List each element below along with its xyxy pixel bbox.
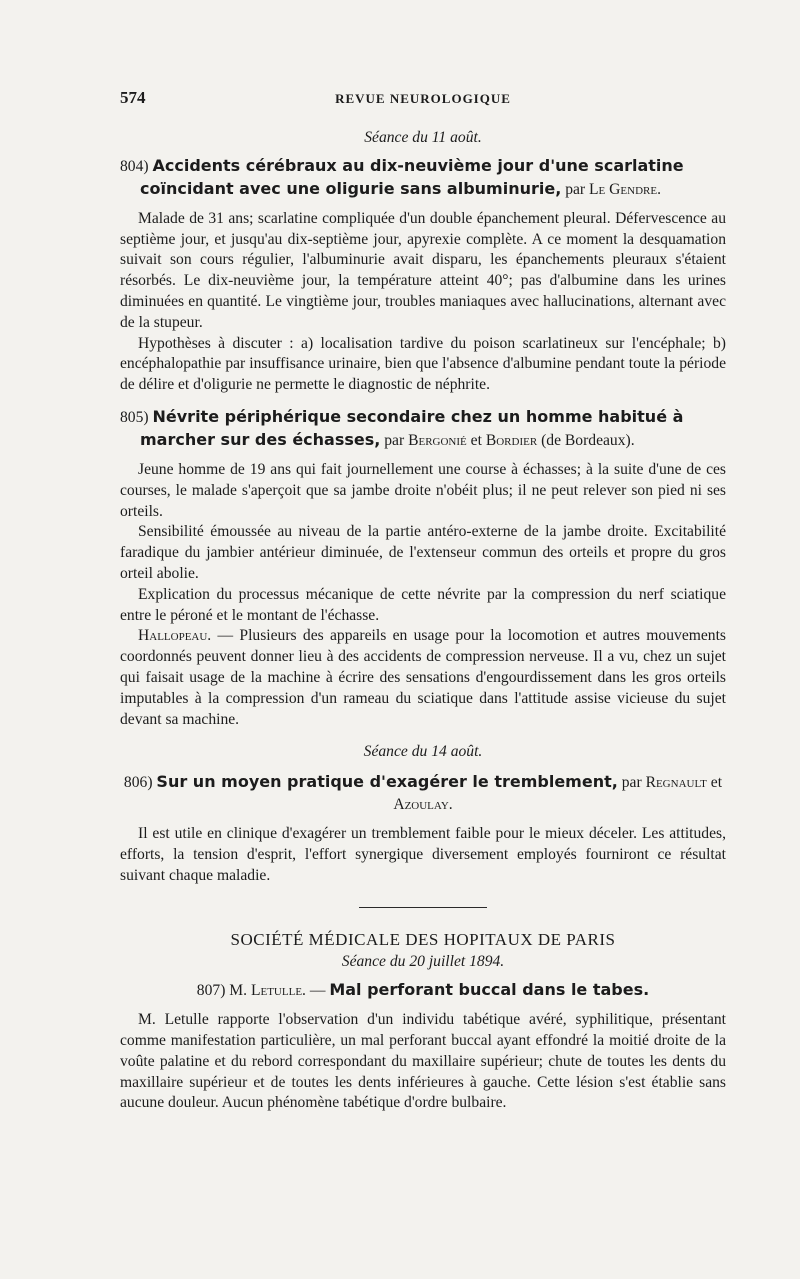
title-dash: —	[305, 982, 330, 1000]
entry-807-title-line	[120, 979, 726, 1002]
entry-title: Mal perforant buccal dans le tabes.	[329, 980, 650, 1000]
author-affiliation: (de Bordeaux).	[541, 431, 635, 449]
entry-author: Azoulay.	[393, 796, 453, 814]
society-session-heading: Séance du 20 juillet 1894.	[341, 953, 505, 971]
paragraph: Sensibilité émoussée au niveau de la partie antéro-externe de la jambe droite. Excitabilité faradique du jambier antérieur diminuée, de l'extenseur commun des orteils et propre du gros orteil abolie.	[120, 523, 726, 582]
and-word: et	[710, 774, 723, 792]
entry-number: 806)	[123, 774, 153, 792]
running-header	[120, 88, 726, 112]
and-word: et	[470, 431, 482, 449]
paragraph: Malade de 31 ans; scarlatine compliquée d'un double épanchement pleural. Défervescence au septième jour, et jusqu'au dix-septième jour, apyrexie complète. A ce moment la desquamation suivait son cours régulier, l'albuminurie avait disparu, les épanchements pleuraux s'étaient résorbés. Le dix-neuvième jour, la température atteint 40°; pas d'albumine dans les urines diminuées en quantité. Le vingtième jour, troubles maniaques avec hallucinations, alternant avec de la stupeur.	[120, 209, 726, 331]
paragraph: Il est utile en clinique d'exagérer un tremblement faible pour le mieux déceler. Les attitudes, efforts, la tension d'esprit, l'effort synergique diversement employés fourniront ce résultat suivant chaque maladie.	[120, 825, 726, 884]
page-content	[120, 124, 726, 1124]
section-divider	[359, 907, 487, 908]
paragraph: Jeune homme de 19 ans qui fait journellement une course à échasses; à la suite d'une de ces courses, le malade s'aperçoit que sa jambe droite n'obéit plus; il ne peut relever son pied ni ses orteils.	[120, 460, 726, 520]
discussant-name: Hallopeau.	[138, 627, 212, 645]
by-word: par	[384, 431, 405, 449]
entry-title: Névrite périphérique secondaire chez un homme habitué à marcher sur des échasses,	[140, 406, 684, 449]
entry-author: Bergonié	[408, 431, 467, 449]
by-word: par	[621, 774, 642, 792]
paragraph: Explication du processus mécanique de cette névrite par la compression du nerf sciatique entre le péroné et le montant de l'échasse.	[120, 585, 726, 624]
society-heading: SOCIÉTÉ MÉDICALE DES HOPITAUX DE PARIS	[230, 929, 616, 949]
entry-author: Bordier	[485, 431, 538, 449]
entry-author: Letulle.	[250, 982, 306, 1000]
discussion-paragraph	[120, 626, 726, 730]
author-prefix: M.	[229, 982, 248, 1000]
discussion-text: — Plusieurs des appareils en usage pour la locomotion et autres mouvements coordonnés peuvent donner lieu à des accidents de compression nerveuse. Il a vu, chez un sujet qui faisait usage de la machine à écrire des sensations d'engourdissement dans les gros orteils imputables à la compression d'un rameau du sciatique dans l'attitude assise vicieuse du sujet devant sa machine.	[120, 627, 726, 728]
entry-author: Regnault	[645, 774, 707, 792]
entry-number: 805)	[120, 408, 149, 426]
entry-title: Sur un moyen pratique d'exagérer le tremblement,	[156, 772, 618, 792]
by-word: par	[565, 180, 586, 198]
entry-805	[120, 406, 726, 730]
paragraph: M. Letulle rapporte l'observation d'un individu tabétique avéré, syphilitique, présentant comme manifestation particulière, un mal perforant buccal ayant effondré la moitié droite de la voûte palatine et du rebord correspondant du maxillaire supérieur; chute de toutes les dents du maxillaire supérieur et de toutes les dents inférieures à gauche. Cette lésion s'est établie sans aucune douleur. Aucun phénomène tabétique d'ordre bulbaire.	[120, 1011, 726, 1112]
entry-807	[120, 979, 726, 1114]
entry-806-title-line	[120, 771, 726, 816]
entry-number: 804)	[120, 157, 149, 175]
page-number: 574	[120, 88, 146, 107]
entry-806	[120, 771, 726, 886]
entry-804	[120, 155, 726, 396]
entry-number: 807)	[196, 982, 226, 1000]
entry-805-title-line	[120, 406, 726, 452]
entry-title: Accidents cérébraux au dix-neuvième jour d'une scarlatine coïncidant avec une oligurie sans albuminurie,	[140, 155, 684, 198]
entry-author: Le Gendre.	[589, 180, 661, 198]
session-heading-aug11: Séance du 11 août.	[364, 129, 482, 146]
journal-title: REVUE NEUROLOGIQUE	[335, 91, 511, 106]
entry-804-title-line	[120, 155, 726, 201]
paragraph: Hypothèses à discuter : a) localisation tardive du poison scarlatineux sur l'encéphale; b) encéphalopathie par insuffisance urinaire, bien que l'absence d'albumine pendant toute la période de délire et d'oligurie ne permette le diagnostic de néphrite.	[120, 334, 726, 394]
session-heading-aug14: Séance du 14 août.	[363, 743, 483, 761]
